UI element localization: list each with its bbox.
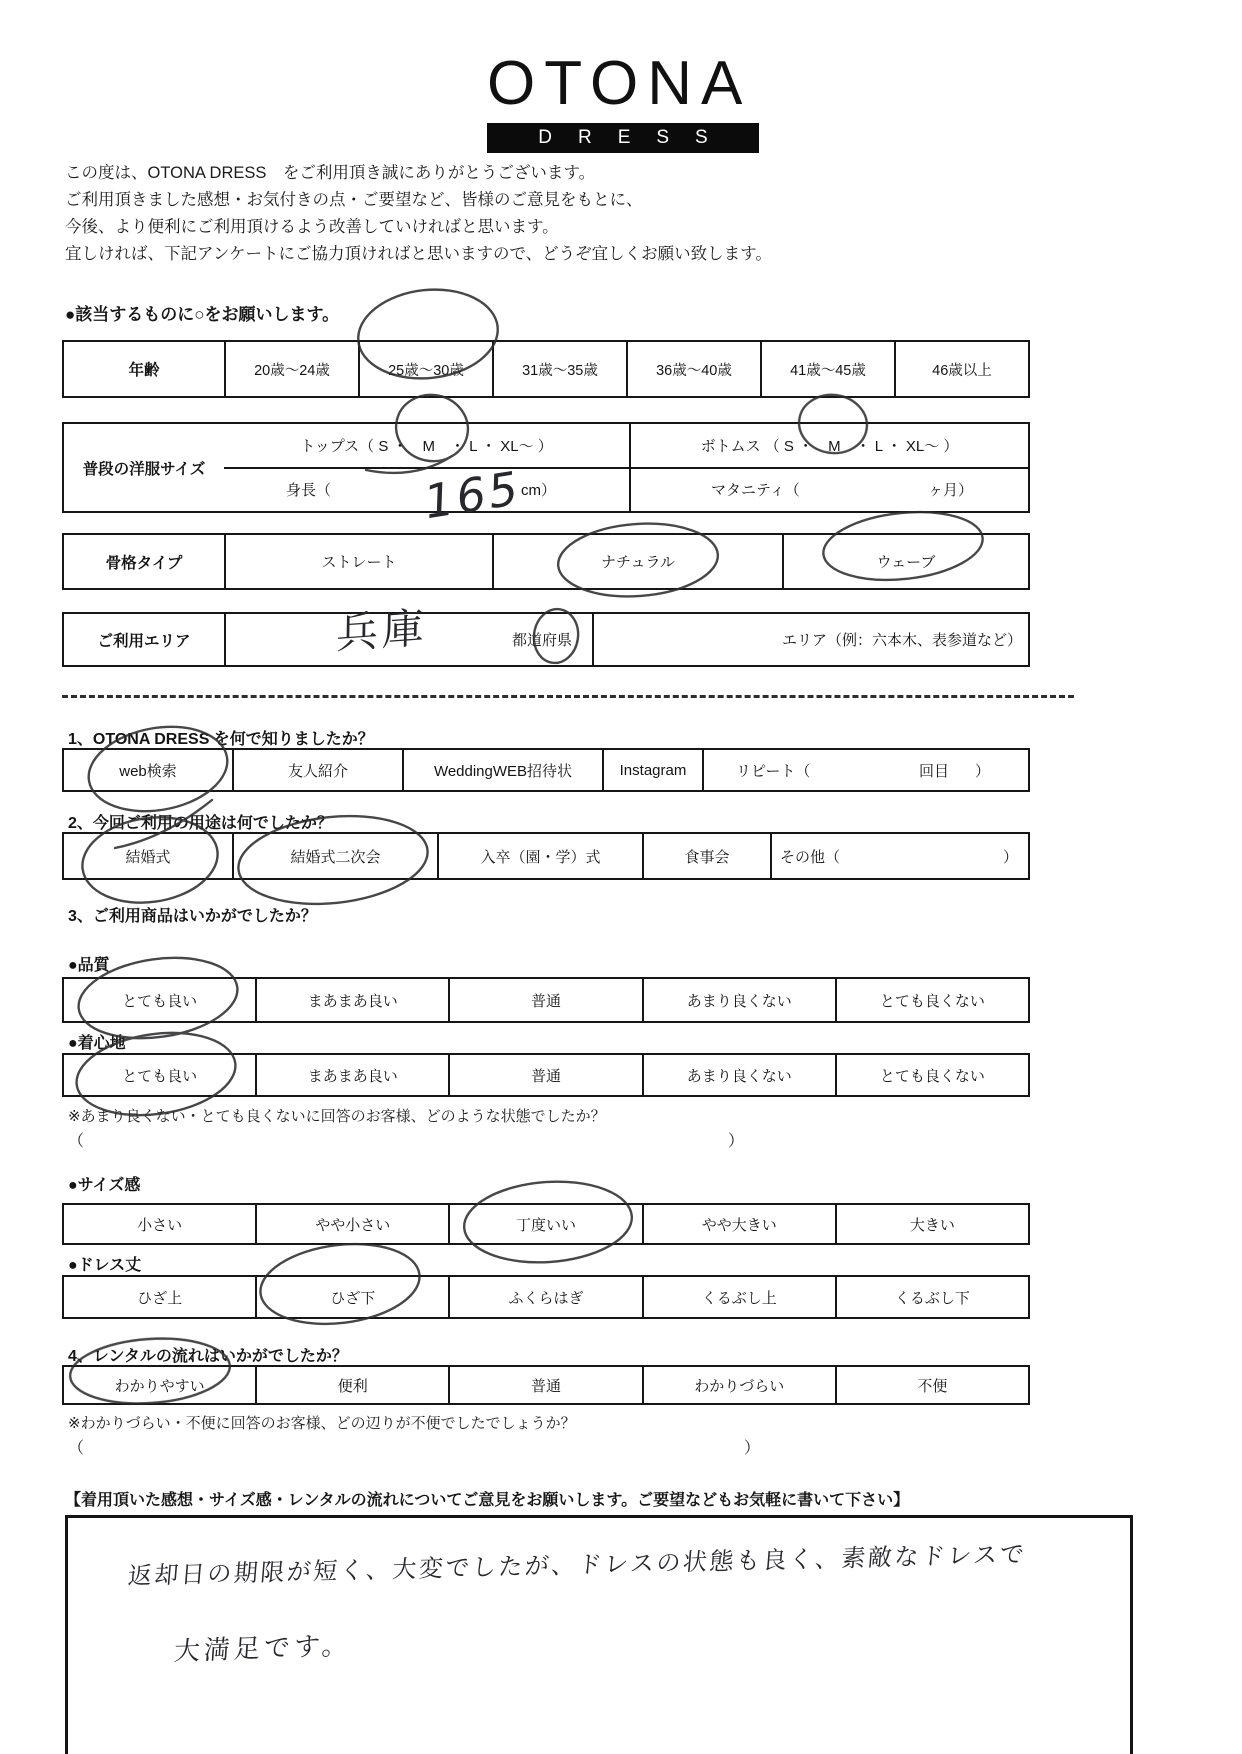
q2-title: 2、今回ご利用の用途は何でしたか？ (68, 815, 333, 832)
comfort-option-not-good: あまり良くない (642, 1055, 835, 1095)
q3-paren-close: ） (727, 1133, 744, 1150)
intro-line: この度は、OTONA DRESS をご利用頂き誠にありがとうございます。 (65, 164, 596, 182)
q1-option-wedding-web: WeddingWEB招待状 (402, 750, 602, 790)
q1-option-repeat (702, 750, 1028, 790)
size-option-big: 大きい (835, 1205, 1028, 1243)
quality-table (62, 977, 1030, 1023)
length-option-above-knee: ひざ上 (137, 1289, 183, 1307)
q3-answer-parens (68, 1128, 744, 1151)
skeleton-type-label: 骨格タイプ (105, 554, 183, 572)
intro-line: 今後、より便利にご利用頂けるよう改善していければと思います。 (65, 218, 559, 236)
length-option-below-knee: ひざ下 (255, 1277, 448, 1317)
brand-logo (487, 48, 759, 153)
repeat-mid: 回目 (918, 762, 949, 780)
bottoms-size-options: ボトムス （ S ・ M ・ L ・ XL〜 ） (629, 424, 1028, 467)
q2-option-dinner: 食事会 (642, 834, 770, 878)
age-option-46plus: 46歳以上 (894, 342, 1028, 396)
size-feel-label: ●サイズ感 (68, 1177, 141, 1194)
q3-note: ※あまり良くない・とても良くないに回答のお客様、どのような状態でしたか？ (68, 1108, 606, 1125)
length-option-calf: ふくらはぎ (448, 1277, 641, 1317)
handwritten-comment-line1: 返却日の期限が短く、大変でしたが、ドレスの状態も良く、素敵なドレスで (126, 1539, 1028, 1591)
prefecture-label: 都道府県 (511, 632, 572, 649)
q4-option-inconvenient: 不便 (835, 1367, 1028, 1403)
q4-option-normal: 普通 (448, 1367, 641, 1403)
other-prefix: その他（ (780, 848, 841, 866)
q3-title: 3、ご利用商品はいかがでしたか？ (68, 908, 317, 925)
age-option-25-30: 25歳〜30歳 (358, 342, 492, 396)
q2-option-other (770, 834, 1028, 878)
age-option-41-45: 41歳〜45歳 (760, 342, 894, 396)
intro-line: 宜しければ、下記アンケートにご協力頂ければと思いますので、どうぞ宜しくお願い致します。 (65, 245, 772, 263)
dress-length-table (62, 1275, 1030, 1319)
skeleton-option-natural: ナチュラル (492, 535, 782, 588)
usage-area-label: ご利用エリア (97, 632, 191, 650)
usage-area-table (62, 612, 1030, 667)
q4-option-easy: わかりやすい (114, 1377, 205, 1395)
age-option-20-24: 20歳〜24歳 (224, 342, 358, 396)
age-label: 年齢 (128, 362, 160, 379)
maternity-suffix: ヶ月） (927, 482, 973, 500)
comfort-option-very-bad: とても良くない (835, 1055, 1028, 1095)
q4-title: 4、レンタルの流れはいかがでしたか？ (68, 1348, 348, 1365)
clothing-size-label: 普段の洋服サイズ (82, 460, 206, 478)
clothing-size-table (62, 422, 1030, 513)
q2-table (62, 832, 1030, 880)
other-suffix: ） (1002, 848, 1018, 866)
handwritten-comment-line2: 大満足です。 (172, 1630, 353, 1668)
q4-paren-open: （ (68, 1440, 85, 1457)
height-prefix: 身長（ (286, 482, 332, 500)
intro-line: ご利用頂きました感想・お気付きの点・ご要望など、皆様のご意見をもとに、 (65, 191, 643, 209)
q4-table (62, 1365, 1030, 1405)
q3-paren-open: （ (68, 1133, 85, 1150)
height-unit: cm） (521, 482, 557, 500)
age-table (62, 340, 1030, 398)
size-feel-table (62, 1203, 1030, 1245)
brand-logo-text: OTONA (487, 49, 752, 118)
tops-size-options: トップス（ S ・ M ・ L ・ XL〜 ） (300, 437, 553, 455)
quality-option-very-bad: とても良くない (835, 979, 1028, 1021)
comfort-option-very-good: とても良い (122, 1067, 198, 1085)
maternity-field (629, 469, 1028, 512)
q1-title: 1、OTONA DRESS を何で知りましたか？ (68, 731, 374, 748)
comfort-table (62, 1053, 1030, 1097)
quality-option-not-good: あまり良くない (642, 979, 835, 1021)
size-option-slightly-small: やや小さい (255, 1205, 448, 1243)
repeat-suffix: ） (974, 762, 990, 780)
skeleton-option-wave: ウェーブ (782, 535, 1028, 588)
quality-option-very-good: とても良い (122, 992, 198, 1010)
quality-option-fairly-good: まあまあ良い (255, 979, 448, 1021)
q4-note: ※わかりづらい・不便に回答のお客様、どの辺りが不便でしたでしょうか？ (68, 1415, 576, 1432)
q4-paren-close: ） (743, 1440, 760, 1457)
q1-option-instagram: Instagram (602, 750, 702, 790)
q4-option-convenient: 便利 (255, 1367, 448, 1403)
length-option-below-ankle: くるぶし下 (835, 1277, 1028, 1317)
maternity-prefix: マタニティ（ (711, 482, 800, 500)
handwritten-height-value: 165 (420, 460, 525, 530)
intro-paragraph (65, 160, 845, 268)
skeleton-type-table (62, 533, 1030, 590)
comfort-option-fairly-good: まあまあ良い (255, 1055, 448, 1095)
q1-option-friend-referral: 友人紹介 (232, 750, 402, 790)
comment-section-label: 【着用頂いた感想・サイズ感・レンタルの流れについてご意見をお願いします。ご要望などもお気軽に書いて下さい】 (65, 1492, 910, 1509)
skeleton-option-straight: ストレート (224, 535, 492, 588)
age-option-31-35: 31歳〜35歳 (492, 342, 626, 396)
age-option-36-40: 36歳〜40歳 (626, 342, 760, 396)
size-option-small: 小さい (137, 1216, 183, 1234)
length-option-above-ankle: くるぶし上 (642, 1277, 835, 1317)
repeat-prefix: リピート（ (736, 762, 811, 780)
dashed-divider (62, 695, 1074, 698)
q2-option-wedding-afterparty: 結婚式二次会 (232, 834, 437, 878)
handwritten-prefecture-value: 兵庫 (335, 602, 429, 659)
comfort-option-normal: 普通 (448, 1055, 641, 1095)
quality-label: ●品質 (68, 957, 110, 974)
q4-option-confusing: わかりづらい (642, 1367, 835, 1403)
area-hint: エリア（例：六本木、表参道など） (781, 632, 1022, 649)
instruction-text: ●該当するものに○をお願いします。 (65, 305, 340, 324)
dress-length-label: ●ドレス丈 (68, 1257, 142, 1274)
q1-table (62, 748, 1030, 792)
area-hint-field (592, 614, 1028, 665)
comfort-label: ●着心地 (68, 1035, 126, 1052)
q4-answer-parens (68, 1435, 760, 1458)
size-option-just-right: 丁度いい (448, 1205, 641, 1243)
size-option-slightly-big: やや大きい (642, 1205, 835, 1243)
brand-logo-subtitle: DRESS (487, 123, 759, 153)
q2-option-wedding: 結婚式 (125, 848, 171, 866)
q1-option-web-search: web検索 (119, 762, 177, 780)
quality-option-normal: 普通 (448, 979, 641, 1021)
q2-option-ceremony: 入卒（園・学）式 (437, 834, 642, 878)
